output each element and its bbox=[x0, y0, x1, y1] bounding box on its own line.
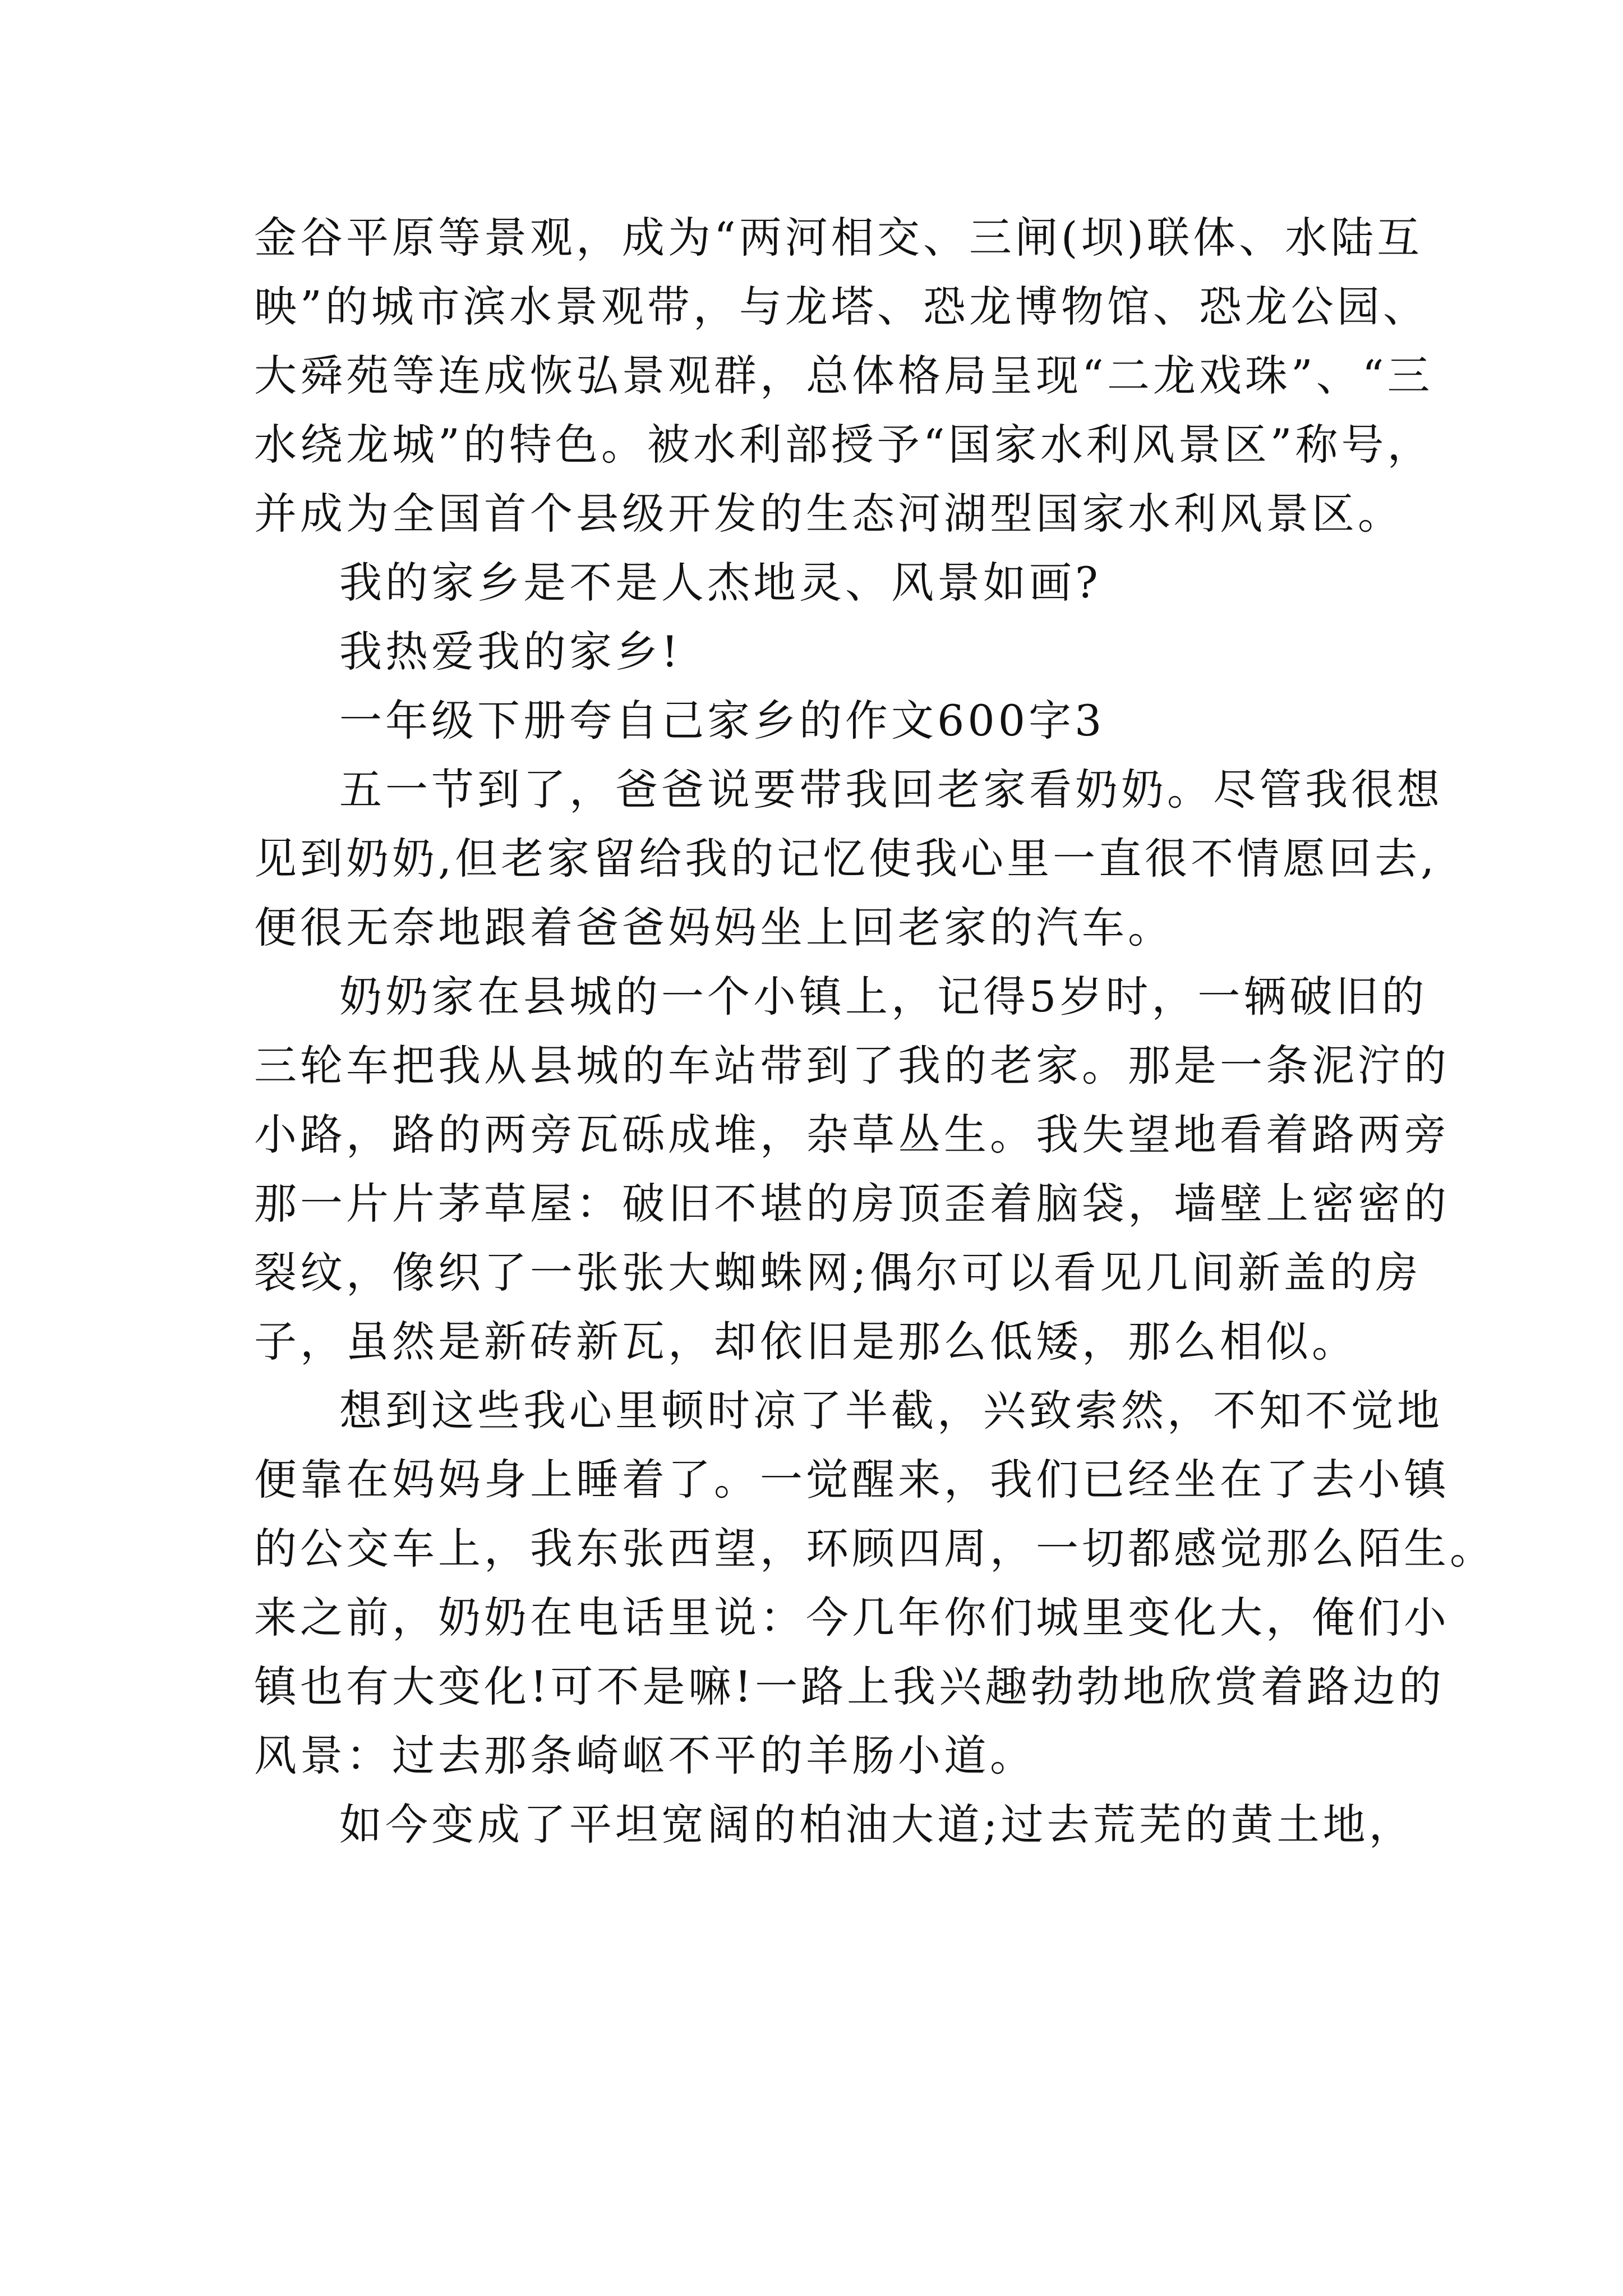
section-heading: 一年级下册夸自己家乡的作文600字3 bbox=[339, 696, 1105, 746]
document-body bbox=[254, 203, 1496, 1859]
text-line: 想到这些我心里顿时凉了半截，兴致索然，不知不觉地 bbox=[339, 1386, 1443, 1435]
text-line: 如今变成了平坦宽阔的柏油大道;过去荒芜的黄土地， bbox=[339, 1800, 1415, 1849]
text-line: 风景：过去那条崎岖不平的羊肠小道。 bbox=[254, 1731, 1036, 1780]
text-line: 便靠在妈妈身上睡着了。一觉醒来，我们已经坐在了去小镇 bbox=[254, 1455, 1450, 1504]
text-line: 那一片片茅草屋：破旧不堪的房顶歪着脑袋，墙壁上密密的 bbox=[254, 1179, 1450, 1228]
text-line: 金谷平原等景观，成为“两河相交、三闸(坝)联体、水陆互 bbox=[254, 213, 1423, 263]
text-line: 子，虽然是新砖新瓦，却依旧是那么低矮，那么相似。 bbox=[254, 1317, 1358, 1366]
text-line: 水绕龙城”的特色。被水利部授予“国家水利风景区”称号， bbox=[254, 420, 1433, 470]
text-line: 映”的城市滨水景观带，与龙塔、恐龙博物馆、恐龙公园、 bbox=[254, 282, 1429, 332]
text-line: 裂纹，像织了一张张大蜘蛛网;偶尔可以看见几间新盖的房 bbox=[254, 1248, 1422, 1297]
text-line: 三轮车把我从县城的车站带到了我的老家。那是一条泥泞的 bbox=[254, 1041, 1450, 1091]
text-line: 来之前，奶奶在电话里说：今几年你们城里变化大，俺们小 bbox=[254, 1593, 1450, 1642]
text-line: 的公交车上，我东张西望，环顾四周，一切都感觉那么陌生。 bbox=[254, 1524, 1496, 1573]
text-line: 小路，路的两旁瓦砾成堆，杂草丛生。我失望地看着路两旁 bbox=[254, 1110, 1450, 1159]
text-line: 我热爱我的家乡! bbox=[339, 627, 682, 677]
text-line: 奶奶家在县城的一个小镇上，记得5岁时，一辆破旧的 bbox=[339, 972, 1428, 1022]
text-line: 见到奶奶,但老家留给我的记忆使我心里一直很不情愿回去, bbox=[254, 834, 1438, 884]
text-line: 便很无奈地跟着爸爸妈妈坐上回老家的汽车。 bbox=[254, 903, 1174, 953]
text-line: 并成为全国首个县级开发的生态河湖型国家水利风景区。 bbox=[254, 489, 1404, 539]
text-line: 大舜苑等连成恢弘景观群，总体格局呈现“二龙戏珠”、“三 bbox=[254, 351, 1433, 401]
text-line: 五一节到了，爸爸说要带我回老家看奶奶。尽管我很想 bbox=[339, 765, 1443, 815]
text-line: 镇也有大变化!可不是嘛!一路上我兴趣勃勃地欣赏着路边的 bbox=[254, 1662, 1445, 1711]
text-line: 我的家乡是不是人杰地灵、风景如画? bbox=[339, 558, 1101, 608]
